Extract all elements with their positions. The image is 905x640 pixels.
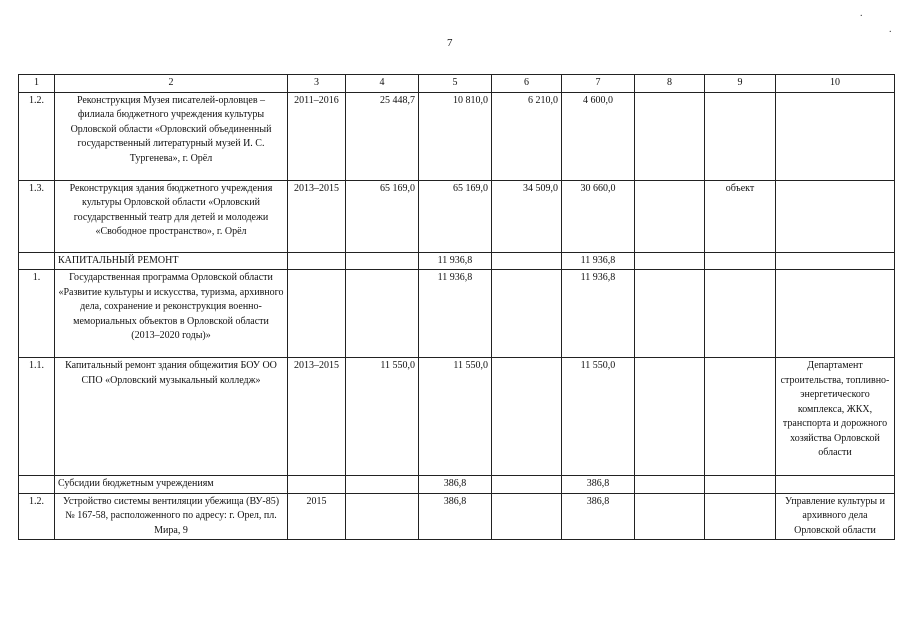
cell-value	[346, 476, 419, 494]
column-header: 10	[776, 75, 895, 93]
page-number: 7	[447, 37, 453, 49]
cell-value	[635, 270, 705, 358]
row-name: Капитальный ремонт здания общежития БОУ ОО СПО «Орловский музыкальный колледж»	[55, 358, 288, 476]
cell-value: 65 169,0	[419, 180, 492, 252]
cell-value	[635, 476, 705, 494]
cell-period: 2013–2015	[288, 358, 346, 476]
cell-value: 30 660,0	[562, 180, 635, 252]
column-header: 4	[346, 75, 419, 93]
cell-period	[288, 476, 346, 494]
column-header: 6	[492, 75, 562, 93]
column-header: 3	[288, 75, 346, 93]
cell-value: 34 509,0	[492, 180, 562, 252]
row-number	[19, 252, 55, 270]
cell-value	[635, 180, 705, 252]
cell-value: 11 936,8	[419, 270, 492, 358]
table-row	[19, 476, 895, 494]
table-row	[19, 92, 895, 180]
table-row	[19, 270, 895, 358]
cell-value: 386,8	[562, 476, 635, 494]
corner-mark: .	[860, 8, 863, 19]
cell-responsible	[776, 270, 895, 358]
cell-value: 6 210,0	[492, 92, 562, 180]
cell-value: 65 169,0	[346, 180, 419, 252]
cell-value	[346, 252, 419, 270]
corner-mark: .	[889, 24, 892, 35]
cell-responsible	[776, 92, 895, 180]
column-header: 1	[19, 75, 55, 93]
cell-value	[705, 358, 776, 476]
cell-value	[705, 493, 776, 540]
cell-value: 11 550,0	[346, 358, 419, 476]
row-name: Устройство системы вентиляции убежища (ВУ-85) № 167-58, расположенного по адресу: г. Орел, пл. Мира, 9	[55, 493, 288, 540]
cell-period: 2011–2016	[288, 92, 346, 180]
cell-period: 2013–2015	[288, 180, 346, 252]
cell-value: 386,8	[419, 476, 492, 494]
cell-value	[635, 358, 705, 476]
column-header: 9	[705, 75, 776, 93]
cell-value	[705, 252, 776, 270]
cell-value: 11 550,0	[562, 358, 635, 476]
cell-responsible: Управление культуры и архивного дела Орловской области	[776, 493, 895, 540]
row-number: 1.2.	[19, 493, 55, 540]
cell-value: 11 550,0	[419, 358, 492, 476]
table-row	[19, 358, 895, 476]
cell-value	[635, 252, 705, 270]
row-name: Реконструкция здания бюджетного учреждения культуры Орловской области «Орловский государственный театр для детей и молодежи «Свободное пространство», г. Орёл	[55, 180, 288, 252]
row-number: 1.	[19, 270, 55, 358]
cell-value: 11 936,8	[562, 252, 635, 270]
cell-responsible: Департамент строительства, топливно-энергетического комплекса, ЖКХ, транспорта и дорожного хозяйства Орловской области	[776, 358, 895, 476]
cell-value	[492, 493, 562, 540]
row-number: 1.3.	[19, 180, 55, 252]
table-row	[19, 493, 895, 540]
column-header: 8	[635, 75, 705, 93]
cell-period	[288, 252, 346, 270]
column-header: 7	[562, 75, 635, 93]
cell-value	[492, 252, 562, 270]
cell-period	[288, 270, 346, 358]
row-name: Реконструкция Музея писателей-орловцев – филиала бюджетного учреждения культуры Орловской области «Орловский объединенный государственный литературный музей И. С. Тургенева», г. Орёл	[55, 92, 288, 180]
cell-value	[492, 270, 562, 358]
cell-value: объект	[705, 180, 776, 252]
row-name: Субсидии бюджетным учреждениям	[55, 476, 288, 494]
cell-value	[705, 476, 776, 494]
row-name: Государственная программа Орловской области «Развитие культуры и искусства, туризма, архивного дела, сохранение и реконструкция военно-мемориальных объектов в Орловской области (2013–2020 годы)»	[55, 270, 288, 358]
column-header: 5	[419, 75, 492, 93]
cell-value: 4 600,0	[562, 92, 635, 180]
cell-value: 386,8	[562, 493, 635, 540]
cell-value	[635, 493, 705, 540]
row-number	[19, 476, 55, 494]
column-header: 2	[55, 75, 288, 93]
cell-value: 25 448,7	[346, 92, 419, 180]
cell-value	[705, 270, 776, 358]
cell-value	[705, 92, 776, 180]
row-number: 1.2.	[19, 92, 55, 180]
cell-value	[346, 270, 419, 358]
budget-table	[18, 74, 895, 540]
cell-responsible	[776, 476, 895, 494]
table-row	[19, 180, 895, 252]
row-number: 1.1.	[19, 358, 55, 476]
cell-responsible	[776, 180, 895, 252]
cell-value: 386,8	[419, 493, 492, 540]
row-name: КАПИТАЛЬНЫЙ РЕМОНТ	[55, 252, 288, 270]
table-row	[19, 252, 895, 270]
cell-value	[492, 358, 562, 476]
table-header-row	[19, 75, 895, 93]
cell-value: 11 936,8	[419, 252, 492, 270]
cell-value: 10 810,0	[419, 92, 492, 180]
cell-responsible	[776, 252, 895, 270]
cell-value	[346, 493, 419, 540]
cell-period: 2015	[288, 493, 346, 540]
cell-value	[492, 476, 562, 494]
cell-value: 11 936,8	[562, 270, 635, 358]
cell-value	[635, 92, 705, 180]
